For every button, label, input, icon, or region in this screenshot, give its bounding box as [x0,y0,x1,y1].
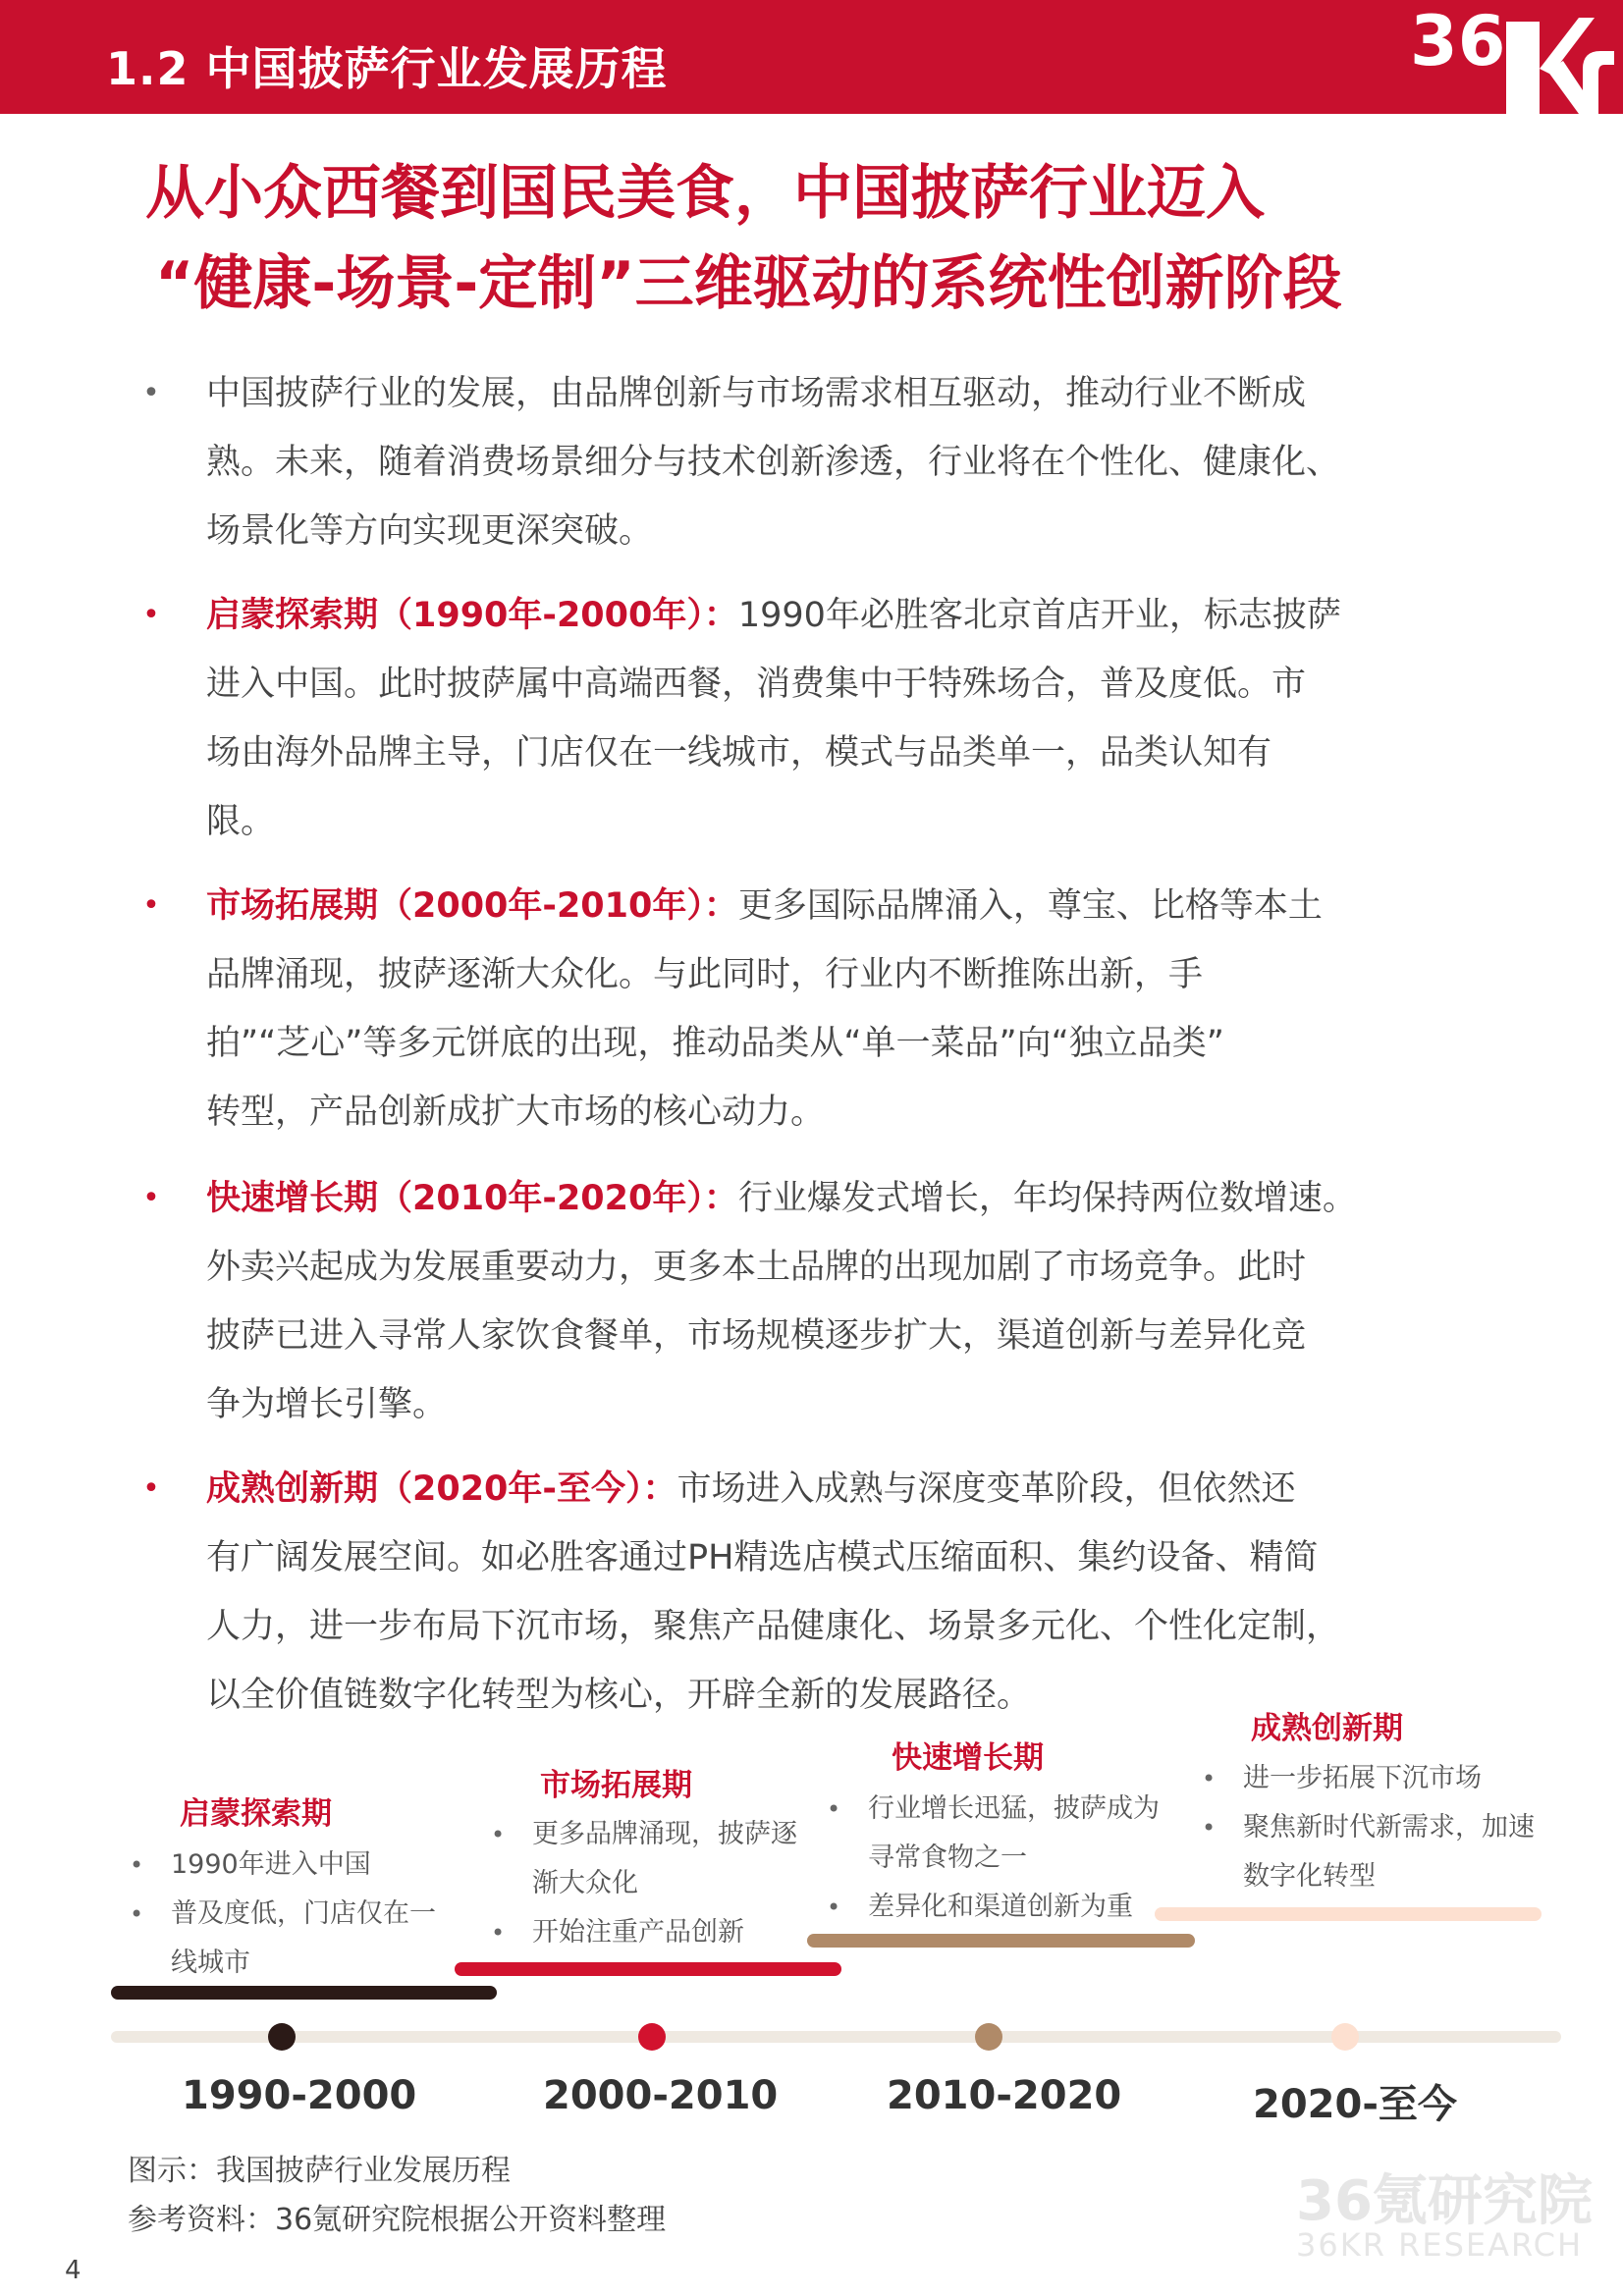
timeline-stage-bar [807,1934,1195,1948]
timeline-dot [975,2023,1002,2051]
timeline-year-label: 2020-至今 [1253,2082,1457,2127]
period-paragraph-maturity [142,1455,1483,1730]
period-line: 限。 [206,802,276,841]
bullet-icon: • [142,376,160,410]
timeline-year-label: 2000-2010 [543,2073,779,2118]
period-line: 拍”“芝心”等多元饼底的出现，推动品类从“单一菜品”向“独立品类” [206,1024,1224,1063]
watermark-english: 36KR RESEARCH [1296,2226,1584,2264]
period-line: 争为增长引擎。 [206,1385,448,1424]
bullet-icon: • [142,1471,160,1506]
period-label: 市场拓展期（2000年-2010年）： [206,886,738,926]
bullet-icon: • [142,888,160,923]
timeline-stage-points [827,1785,1161,1932]
period-line: 场由海外品牌主导，门店仅在一线城市，模式与品类单一，品类认知有 [206,733,1272,773]
svg-text:36: 36 [1410,1,1506,81]
bullet-icon: • [142,1181,160,1215]
timeline-dot [268,2023,296,2051]
period-label: 快速增长期（2010年-2020年）： [206,1179,738,1218]
period-line: 市场进入成熟与深度变革阶段，但依然还 [676,1469,1296,1509]
headline-line-1: 从小众西餐到国民美食，中国披萨行业迈入 [145,159,1265,228]
headline-line-2: “健康-场景-定制”三维驱动的系统性创新阶段 [155,249,1342,318]
section-title: 1.2 中国披萨行业发展历程 [106,42,668,95]
intro-paragraph [142,359,1483,565]
timeline-stage-bar [111,1986,497,2000]
brand-logo [1404,0,1623,114]
period-line: 进入中国。此时披萨属中高端西餐，消费集中于特殊场合，普及度低。市 [206,665,1307,704]
period-line: 披萨已进入寻常人家饮食餐单，市场规模逐步扩大，渠道创新与差异化竞 [206,1316,1307,1356]
timeline-point: • 差异化和渠道创新为重 [827,1883,1161,1932]
period-line: 行业爆发式增长，年均保持两位数增速。 [737,1179,1357,1218]
timeline-point: • 进一步拓展下沉市场 [1202,1754,1536,1803]
timeline-point: • 行业增长迅猛，披萨成为寻常食物之一 [827,1785,1161,1883]
timeline-stage-title: 启蒙探索期 [180,1796,332,1832]
timeline-dot [1331,2023,1359,2051]
period-paragraph-expansion [142,872,1483,1147]
section-header-band [0,0,1623,114]
timeline-stage-title: 市场拓展期 [540,1768,692,1803]
timeline-point: • 开始注重产品创新 [491,1908,815,1957]
period-line: 以全价值链数字化转型为核心，开辟全新的发展路径。 [206,1676,1032,1715]
period-line: 1990年必胜客北京首店开业，标志披萨 [737,596,1341,635]
timeline-year-label: 2010-2020 [887,2073,1122,2118]
timeline-stage-points [130,1841,454,1988]
page-number: 4 [65,2256,81,2285]
timeline-point: • 更多品牌涌现，披萨逐渐大众化 [491,1810,815,1908]
period-line: 品牌涌现，披萨逐渐大众化。与此同时，行业内不断推陈出新，手 [206,955,1204,994]
intro-line: 熟。未来，随着消费场景细分与技术创新渗透，行业将在个性化、健康化、 [206,443,1341,482]
timeline-stage-points [1202,1754,1536,1901]
watermark-chinese: 36氪研究院 [1296,2169,1593,2233]
timeline-stage-bar [1155,1907,1542,1921]
period-paragraph-rapid-growth [142,1164,1483,1439]
figure-caption: 图示：我国披萨行业发展历程 [128,2154,511,2188]
period-paragraph-enlightenment [142,581,1483,856]
period-label: 启蒙探索期（1990年-2000年）： [206,596,738,635]
timeline-point: • 1990年进入中国 [130,1841,454,1890]
timeline-point: • 聚焦新时代新需求，加速数字化转型 [1202,1803,1536,1901]
bullet-icon: • [142,598,160,632]
period-line: 转型，产品创新成扩大市场的核心动力。 [206,1093,826,1132]
source-note: 参考资料：36氪研究院根据公开资料整理 [128,2203,667,2237]
intro-line: 场景化等方向实现更深突破。 [206,511,654,551]
period-line: 外卖兴起成为发展重要动力，更多本土品牌的出现加剧了市场竞争。此时 [206,1248,1307,1287]
timeline-year-label: 1990-2000 [182,2073,417,2118]
timeline-stage-points [491,1810,815,1957]
timeline-stage-title: 成熟创新期 [1251,1711,1403,1746]
timeline-dot [638,2023,666,2051]
period-line: 人力，进一步布局下沉市场，聚焦产品健康化、场景多元化、个性化定制， [206,1607,1341,1646]
intro-line: 中国披萨行业的发展，由品牌创新与市场需求相互驱动，推动行业不断成 [206,374,1307,413]
timeline-stage-bar [455,1962,841,1976]
period-line: 有广阔发展空间。如必胜客通过PH精选店模式压缩面积、集约设备、精简 [206,1538,1319,1577]
period-line: 更多国际品牌涌入，尊宝、比格等本土 [737,886,1323,926]
period-label: 成熟创新期（2020年-至今）： [206,1469,677,1509]
timeline-point: • 普及度低，门店仅在一线城市 [130,1890,454,1988]
timeline-stage-title: 快速增长期 [892,1740,1044,1776]
